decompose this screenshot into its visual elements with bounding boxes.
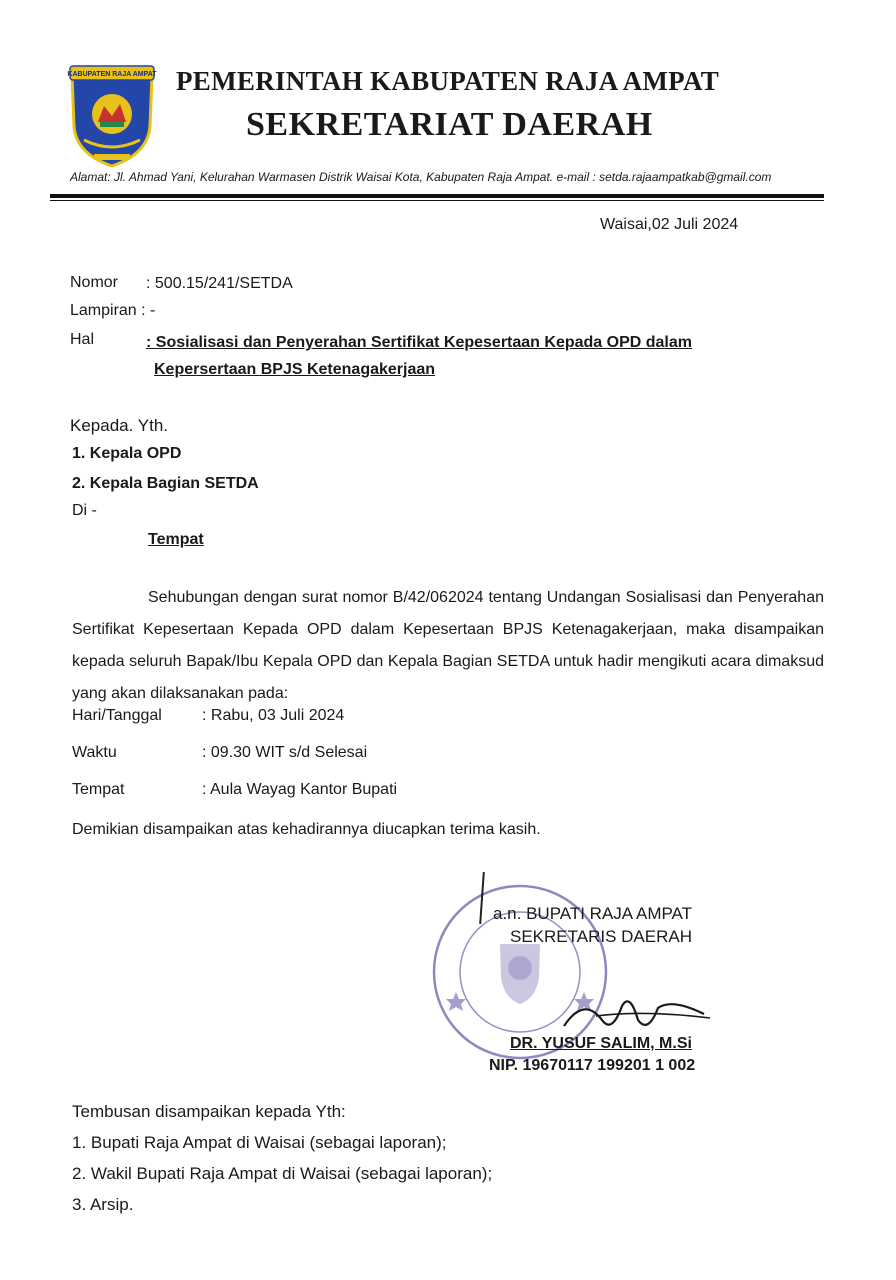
body-paragraph-text: Sehubungan dengan surat nomor B/42/062024 tentang Undangan Sosialisasi dan Penyerahan Sertifikat Kepesertaan Kepada OPD dalam Kepesertaan BPJS Ketenagakerjaan, maka disampaikan kepada seluruh Bapak/Ibu Kepala OPD dan Kepala Bagian SETDA untuk hadir mengikuti acara dimaksud yang akan dilaksanakan pada: xyxy=(72,589,824,702)
cc-item-3: 3. Arsip. xyxy=(72,1195,134,1214)
government-title: PEMERINTAH KABUPATEN RAJA AMPAT xyxy=(176,66,720,96)
signature-title: SEKRETARIS DAERAH xyxy=(510,927,693,946)
hal-label: Hal xyxy=(70,331,95,348)
kepada-yth: Kepada. Yth. xyxy=(70,416,168,435)
cc-heading: Tembusan disampaikan kepada Yth: xyxy=(72,1102,346,1121)
hari-label: Hari/Tanggal xyxy=(72,707,162,724)
logo-banner-text: KABUPATEN RAJA AMPAT xyxy=(67,71,157,78)
handwritten-signature xyxy=(556,990,716,1036)
letter-date: Waisai,02 Juli 2024 xyxy=(600,216,739,233)
hal-line-2: Kepersertaan BPJS Ketenagakerjaan xyxy=(154,361,436,378)
nomor-label: Nomor xyxy=(70,274,119,291)
hari-value: : Rabu, 03 Juli 2024 xyxy=(202,707,345,724)
tempat-value: : Aula Wayag Kantor Bupati xyxy=(202,781,398,798)
waktu-value: : 09.30 WIT s/d Selesai xyxy=(202,744,368,761)
cc-item-1: 1. Bupati Raja Ampat di Waisai (sebagai laporan); xyxy=(72,1133,447,1152)
lampiran-label: Lampiran : - xyxy=(70,302,156,319)
signature-on-behalf: a.n. BUPATI RAJA AMPAT xyxy=(493,904,693,923)
office-title: SEKRETARIAT DAERAH xyxy=(246,106,653,143)
closing-text: Demikian disampaikan atas kehadirannya diucapkan terima kasih. xyxy=(72,821,541,838)
regency-logo xyxy=(64,62,160,168)
nomor-value: : 500.15/241/SETDA xyxy=(146,275,293,292)
signatory-nip: NIP. 19670117 199201 1 002 xyxy=(489,1057,696,1074)
hal-line-1: : Sosialisasi dan Penyerahan Sertifikat Kepesertaan Kepada OPD dalam xyxy=(146,334,692,351)
waktu-label: Waktu xyxy=(72,744,117,761)
tempat-label: Tempat xyxy=(72,781,125,798)
letterhead-divider-thick xyxy=(50,194,824,198)
office-address: Alamat: Jl. Ahmad Yani, Kelurahan Warmasen Distrik Waisai Kota, Kabupaten Raja Ampat. e-mail : setda.rajaampatkab@gmail.com xyxy=(70,170,772,184)
signatory-name: DR. YUSUF SALIM, M.Si xyxy=(510,1035,692,1052)
body-paragraph xyxy=(72,582,824,710)
addressee-item-1: 1. Kepala OPD xyxy=(72,445,182,462)
tempat-heading: Tempat xyxy=(148,531,204,548)
addressee-item-2: 2. Kepala Bagian SETDA xyxy=(72,475,259,492)
letterhead-divider-thin xyxy=(50,200,824,201)
di-label: Di - xyxy=(72,502,97,519)
cc-item-2: 2. Wakil Bupati Raja Ampat di Waisai (sebagai laporan); xyxy=(72,1164,493,1183)
